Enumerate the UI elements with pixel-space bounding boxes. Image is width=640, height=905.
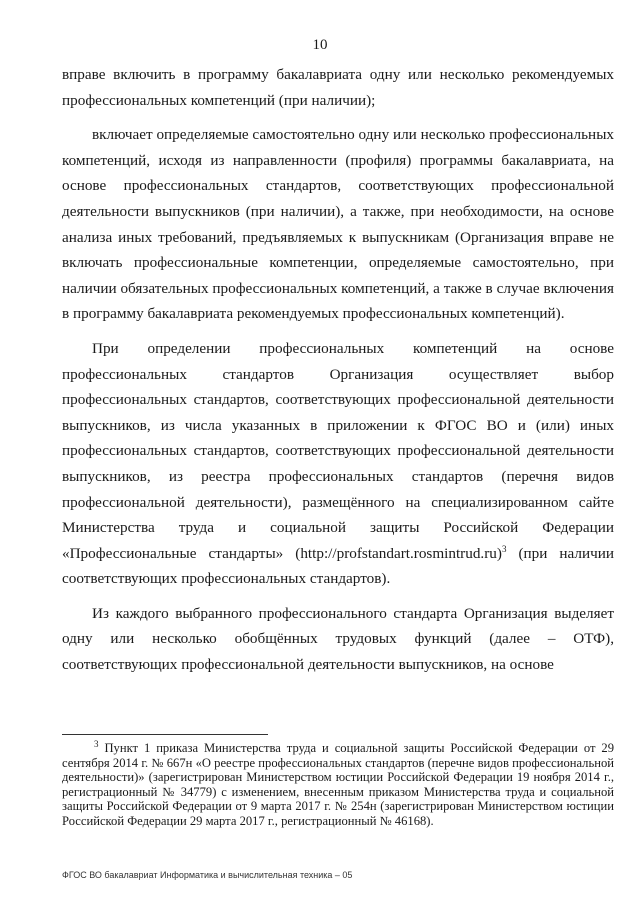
footnote	[62, 738, 614, 829]
page-footer: ФГОС ВО бакалавриат Информатика и вычислительная техника – 05	[62, 870, 353, 880]
footnote-marker: 3	[94, 738, 99, 749]
footnote-text: Пункт 1 приказа Министерства труда и социальной защиты Российской Федерации от 29 сентября 2014 г. № 667н «О реестре профессиональных стандартов (перечне видов профессиональной деятельности)» (зарегистрирован Министерством юстиции Российской Федерации 19 ноября 2014 г., регистрационный № 34779) с изменением, внесенным приказом Министерства труда и социальной защиты Российской Федерации от 9 марта 2017 г. № 254н (зарегистрирован Министерством юстиции Российской Федерации 29 марта 2017 г., регистрационный № 46168).	[62, 741, 614, 828]
main-text	[62, 62, 614, 687]
page-number: 10	[312, 37, 328, 53]
footnote-divider	[62, 734, 268, 735]
paragraph	[62, 336, 614, 592]
paragraph: Из каждого выбранного профессионального стандарта Организация выделяет одну или несколько обобщённых трудовых функций (далее – ОТФ), соответствующих профессиональной деятельности выпускников, на основе	[62, 604, 614, 674]
paragraph: включает определяемые самостоятельно одну или несколько профессиональных компетенций, исходя из направленности (профиля) программы бакалавриата, на основе профессиональных стандартов, соответствующих профессиональной деятельности выпускников (при наличии), а также, при необходимости, на основе анализа иных требований, предъявляемых к выпускникам (Организация вправе не включать профессиональные компетенции, определяемые самостоятельно, при наличии обязательных профессиональных компетенций, а также в случае включения в программу бакалавриата рекомендуемых профессиональных компетенций).	[62, 126, 614, 323]
paragraph-text: (при наличии соответствующих профессиональных стандартов).	[62, 544, 615, 588]
footnote-reference[interactable]: 3	[501, 543, 507, 554]
paragraph: вправе включить в программу бакалавриата одну или несколько рекомендуемых профессиональных компетенций (при наличии);	[62, 66, 614, 109]
paragraph-text: При определении профессиональных компетенций на основе профессиональных стандартов Организация осуществляет выбор профессиональных стандартов, соответствующих профессиональной деятельности выпускников, из числа указанных в приложении к ФГОС ВО и (или) иных профессиональных стандартов, соответствующих профессиональной деятельности выпускников, из реестра профессиональных стандартов (перечня видов профессиональной деятельности), размещённого на специализированном сайте Министерства труда и социальной защиты Российской Федерации «Профессиональные стандарты» (http://profstandart.rosmintrud.ru)	[62, 339, 614, 562]
